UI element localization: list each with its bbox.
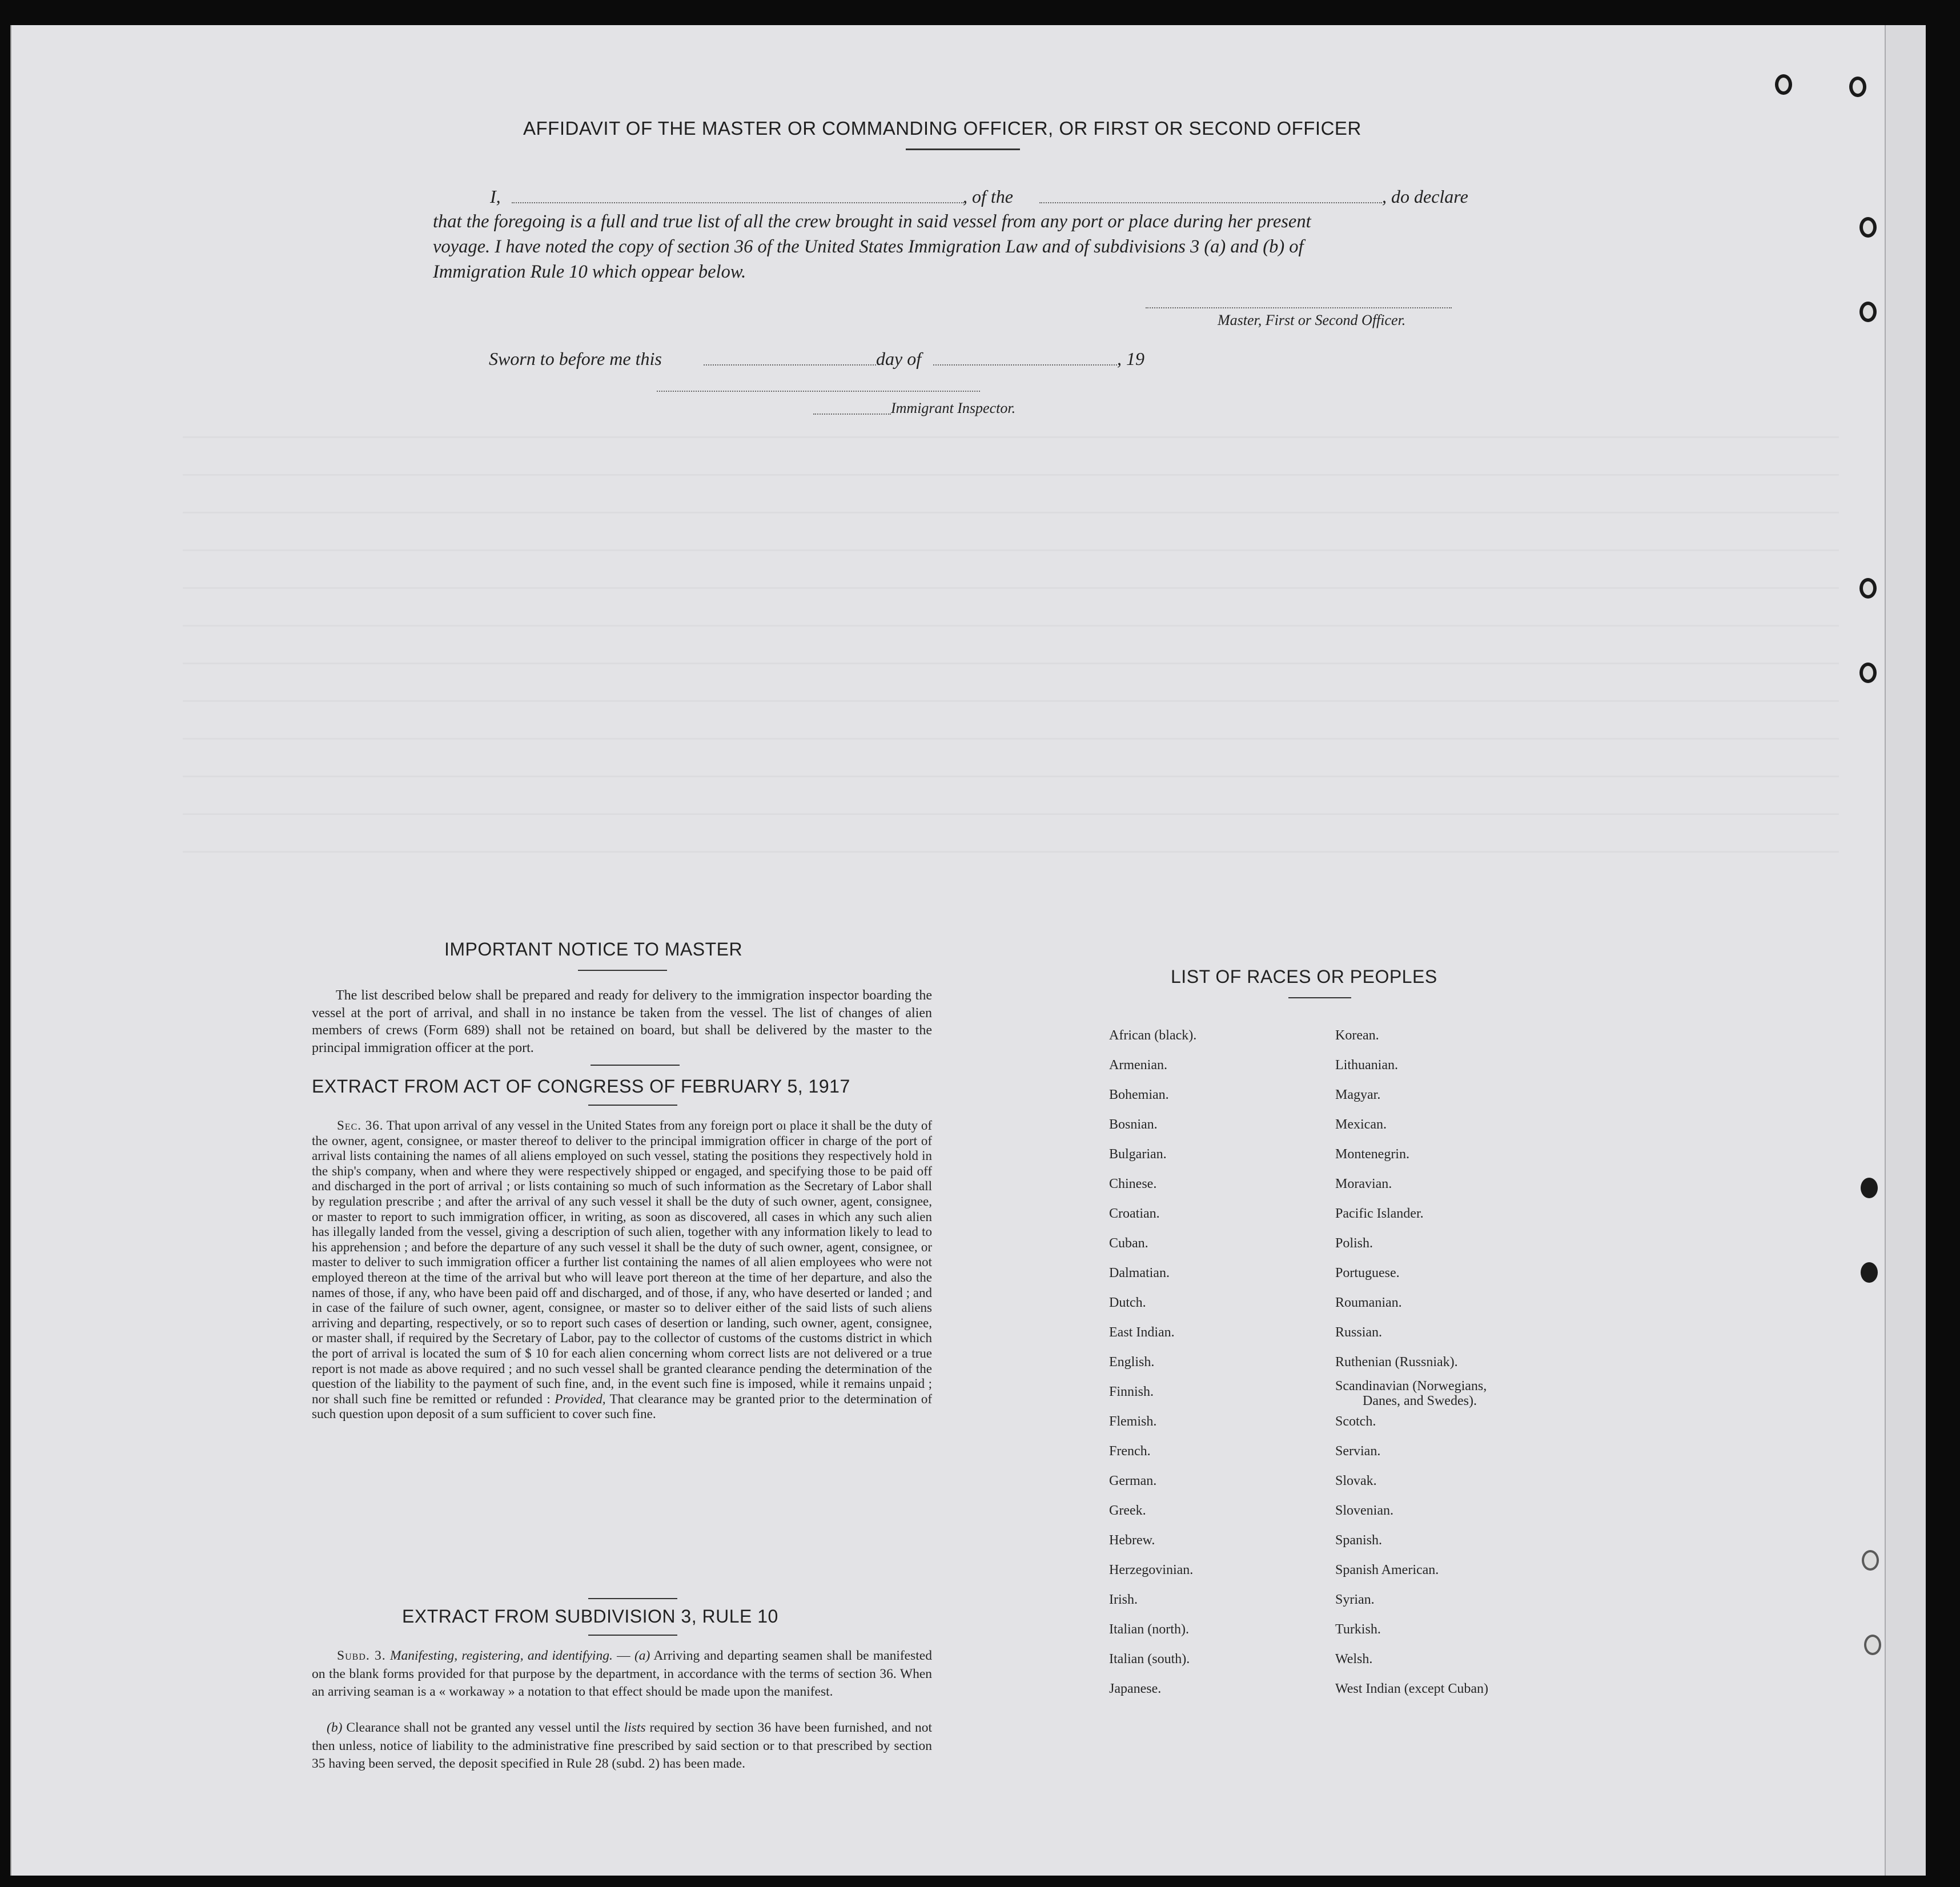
binder-hole-icon <box>1861 1262 1878 1283</box>
race-item: Finnish. <box>1109 1384 1154 1399</box>
affidavit-i-label: I, <box>490 186 501 207</box>
race-item: Polish. <box>1335 1236 1373 1251</box>
race-item: Croatian. <box>1109 1206 1160 1221</box>
sworn-label: Sworn to before me this <box>489 348 662 369</box>
notice-text: The list described below shall be prepared and ready for delivery to the immigration inspector boarding the vessel at the port of arrival, and shall in no instance be taken from the vessel. The list of changes of alien members of crews (Form 689) shall not be retained on board, but shall be delivered by the master to the principal immigration officer at the port. <box>312 988 932 1055</box>
race-item: Korean. <box>1335 1028 1379 1043</box>
race-item: Ruthenian (Russniak). <box>1335 1355 1458 1370</box>
affidavit-body-line: that the foregoing is a full and true list of all the crew brought in said vessel from any port or place during her present <box>433 211 1311 232</box>
race-item: Mexican. <box>1335 1117 1387 1132</box>
section-36-text: Sec. 36. That upon arrival of any vessel in the United States from any foreign port oı place it shall be the duty of the owner, agent, consignee, or master thereof to deliver to the principal immigration officer in charge of the port of arrival lists containing the names of all aliens employed on such vessel, stating the positions they respectively hold in the ship's company, when and where they were respectively shipped or engaged, and specifying those to be paid off and discharged in the port of arrival ; or lists containing so much of such information as the Secretary of Labor shall by regulation prescribe ; and after the arrival of any such vessel it shall be the duty of such owner, agent, consignee, or master to report to such immigration officer, in writing, as soon as discovered, all cases in which any such alien has illegally landed from the vessel, giving a description of such alien, together with any information likely to lead to his apprehension ; and before the departure of any such vessel it shall be the duty of such owner, agent, consignee, or master to deliver to such immigration officer a further list containing the names of all alien employees who were not employed thereon at the time of the arrival but who will leave port thereon at the time of her departure, and also the names of those, if any, who have been paid off and discharged, and of those, if any, who have deserted or landed ; and in case of the failure of such owner, agent, consignee, or master so to deliver either of the said lists of such aliens arriving and departing, respectively, or so to report such cases of desertion or landing, such owner, agent, consignee, or master shall, if required by the Secretary of Labor, pay to the collector of customs of the customs district in which the port of arrival is located the sum of $ 10 for each alien concerning whom correct lists are not delivered or a true report is not made as above required ; and no such vessel shall be granted clearance pending the determination of the question of the liability to the payment of such fine, and, in the event such fine is imposed, while it remains unpaid ; nor shall such fine be remitted or refunded : Provided, That clearance may be granted prior to the determination of such question upon deposit of a sum sufficient to cover such fine. <box>312 1118 932 1422</box>
race-item: East Indian. <box>1109 1325 1175 1340</box>
race-item: Flemish. <box>1109 1414 1157 1429</box>
inspector-short-line <box>813 413 891 415</box>
inspector-signature-line <box>657 391 980 392</box>
race-item: Syrian. <box>1335 1592 1375 1607</box>
race-item: Herzegovinian. <box>1109 1563 1194 1577</box>
bleed-through-texture <box>183 436 1839 882</box>
notice-title: IMPORTANT NOTICE TO MASTER <box>444 939 743 959</box>
race-item: African (black). <box>1109 1028 1197 1043</box>
rule10-subd-b: (b) Clearance shall not be granted any vessel until the lists required by section 36 have been furnished, and not then unless, notice of liability to the administrative fine prescribed by said section or to that prescribed by section 35 having been served, the deposit specified in Rule 28 (subd. 2) has been made. <box>312 1720 933 1771</box>
race-item: Montenegrin. <box>1335 1147 1409 1162</box>
race-item: Greek. <box>1109 1503 1146 1518</box>
day-blank-line <box>704 364 876 366</box>
binder-hole-icon <box>1859 663 1877 683</box>
race-item: Armenian. <box>1109 1058 1167 1073</box>
rule10-subd-a: Subd. 3. Manifesting, registering, and identifying. — (a) Arriving and departing seamen shall be manifested on the blank forms provided for that purpose by the department, in accordance with the terms of section 36. When an arriving seaman is a « workaway » a notation to that effect should be made upon the manifest. <box>312 1648 932 1699</box>
affidavit-body-line: voyage. I have noted the copy of section 36 of the United States Immigration Law and of subdivisions 3 (a) and (b) of <box>433 236 1304 257</box>
race-item: Scotch. <box>1335 1414 1376 1429</box>
race-item: Dutch. <box>1109 1295 1146 1310</box>
race-item: German. <box>1109 1474 1157 1488</box>
act-underline <box>588 1105 677 1106</box>
race-item: Dalmatian. <box>1109 1266 1170 1280</box>
binder-hole-icon <box>1862 1550 1879 1571</box>
race-item: Roumanian. <box>1335 1295 1402 1310</box>
race-item: Portuguese. <box>1335 1266 1400 1280</box>
notice-end-rule <box>591 1065 680 1066</box>
races-underline <box>1288 997 1351 998</box>
title-underline <box>906 148 1020 150</box>
race-item: Turkish. <box>1335 1622 1381 1637</box>
race-item: West Indian (except Cuban) <box>1335 1681 1488 1696</box>
race-item: Pacific Islander. <box>1335 1206 1424 1221</box>
race-item: Servian. <box>1335 1444 1381 1459</box>
race-item: Spanish. <box>1335 1533 1383 1548</box>
race-item: English. <box>1109 1355 1155 1370</box>
race-item: Bulgarian. <box>1109 1147 1167 1162</box>
master-signature-line <box>1146 307 1452 308</box>
race-item: Italian (south). <box>1109 1652 1190 1667</box>
do-declare-label: , do declare <box>1382 186 1468 207</box>
document-page <box>10 25 1926 1876</box>
vessel-blank-line <box>1039 202 1382 203</box>
race-item: Cuban. <box>1109 1236 1148 1251</box>
race-item: Spanish American. <box>1335 1563 1439 1577</box>
day-of-label: day of <box>876 348 922 369</box>
race-item: Slovenian. <box>1335 1503 1393 1518</box>
affidavit-title: AFFIDAVIT OF THE MASTER OR COMMANDING OFFICER, OR FIRST OR SECOND OFFICER <box>523 118 1361 139</box>
race-item: Irish. <box>1109 1592 1138 1607</box>
of-the-label: , of the <box>963 186 1013 207</box>
race-item: Slovak. <box>1335 1474 1377 1488</box>
binder-hole-icon <box>1849 77 1866 97</box>
race-item: Russian. <box>1335 1325 1383 1340</box>
binder-hole-icon <box>1859 578 1877 599</box>
binding-strip <box>1885 25 1926 1876</box>
race-item: Bosnian. <box>1109 1117 1158 1132</box>
binder-hole-icon <box>1859 302 1877 322</box>
notice-underline <box>578 970 667 971</box>
affidavit-body-line: Immigration Rule 10 which oppear below. <box>433 262 746 282</box>
master-caption: Master, First or Second Officer. <box>1218 312 1406 328</box>
month-blank-line <box>933 364 1117 366</box>
race-item: Lithuanian. <box>1335 1058 1398 1073</box>
race-item: Italian (north). <box>1109 1622 1189 1637</box>
races-title: LIST OF RACES OR PEOPLES <box>1171 966 1437 987</box>
name-blank-line <box>512 202 964 203</box>
race-item: Hebrew. <box>1109 1533 1155 1548</box>
race-item-continued: Danes, and Swedes). <box>1363 1394 1477 1408</box>
race-item: Chinese. <box>1109 1177 1157 1191</box>
race-item: Magyar. <box>1335 1087 1381 1102</box>
race-item: Bohemian. <box>1109 1087 1169 1102</box>
race-item: Moravian. <box>1335 1177 1392 1191</box>
section-label: Sec. 36. <box>337 1118 384 1133</box>
race-item: French. <box>1109 1444 1151 1459</box>
binder-hole-icon <box>1859 217 1877 238</box>
inspector-caption: Immigrant Inspector. <box>891 400 1016 416</box>
act-title: EXTRACT FROM ACT OF CONGRESS OF FEBRUARY 5, 1917 <box>312 1076 850 1097</box>
race-item: Japanese. <box>1109 1681 1162 1696</box>
binder-hole-icon <box>1775 74 1792 95</box>
binder-hole-icon <box>1864 1635 1881 1655</box>
binder-hole-icon <box>1861 1178 1878 1198</box>
rule10-title: EXTRACT FROM SUBDIVISION 3, RULE 10 <box>402 1606 778 1627</box>
act-end-rule <box>588 1598 677 1599</box>
race-item: Scandinavian (Norwegians, <box>1335 1379 1487 1394</box>
year-label: , 19 <box>1117 348 1144 369</box>
race-item: Welsh. <box>1335 1652 1373 1667</box>
rule10-underline <box>588 1635 677 1636</box>
